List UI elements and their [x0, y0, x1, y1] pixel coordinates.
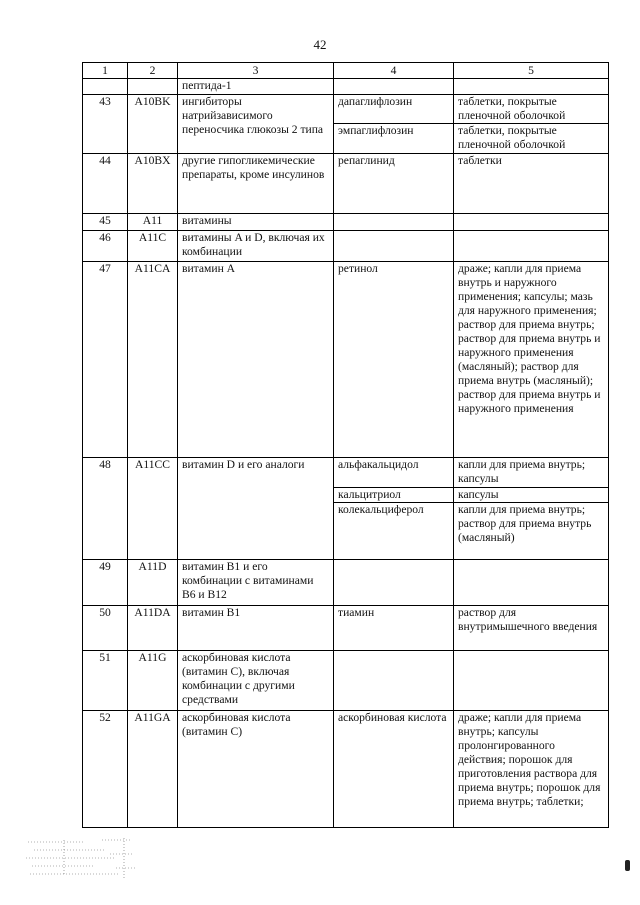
table-row [83, 560, 609, 606]
column-header: 5 [454, 63, 609, 79]
drug-name: аскорбиновая кислота [334, 711, 454, 828]
dosage-form: капсулы [454, 488, 609, 503]
table-row [83, 154, 609, 214]
drug-name: альфакальцидол [334, 458, 454, 488]
drug-name [334, 651, 454, 711]
dosage-form: раствор для внутримышечного введения [454, 606, 609, 651]
column-header: 2 [128, 63, 178, 79]
table-row [83, 711, 609, 828]
atc-code: A11CC [128, 458, 178, 560]
row-number [83, 79, 128, 95]
drug-name: дапаглифлозин [334, 95, 454, 124]
row-number: 52 [83, 711, 128, 828]
atc-code: A11 [128, 214, 178, 231]
row-number: 44 [83, 154, 128, 214]
dosage-form: капли для приема внутрь; раствор для приема внутрь (масляный) [454, 503, 609, 560]
dosage-form: драже; капли для приема внутрь; капсулы пролонгированного действия; порошок для приготовления раствора для приема внутрь; порошок для приема внутрь; таблетки; [454, 711, 609, 828]
margin-mark [625, 860, 630, 871]
dosage-form [454, 231, 609, 262]
row-number: 43 [83, 95, 128, 154]
group-name: витамин B1 [178, 606, 334, 651]
dosage-form [454, 214, 609, 231]
drug-name [334, 560, 454, 606]
table-row [83, 458, 609, 488]
column-header: 1 [83, 63, 128, 79]
dosage-form [454, 79, 609, 95]
atc-code [128, 79, 178, 95]
medicines-table [82, 62, 609, 828]
group-name: витамин A [178, 262, 334, 458]
dosage-form: таблетки [454, 154, 609, 214]
group-name: аскорбиновая кислота (витамин C), включая комбинации с другими средствами [178, 651, 334, 711]
group-name: витамин D и его аналоги [178, 458, 334, 560]
group-name: ингибиторы натрийзависимого переносчика глюкозы 2 типа [178, 95, 334, 154]
dosage-form: таблетки, покрытые пленочной оболочкой [454, 124, 609, 154]
table-row [83, 262, 609, 458]
atc-code: A10BK [128, 95, 178, 154]
dosage-form: капли для приема внутрь; капсулы [454, 458, 609, 488]
column-header: 3 [178, 63, 334, 79]
group-name: витамины A и D, включая их комбинации [178, 231, 334, 262]
table-row [83, 214, 609, 231]
drug-name [334, 231, 454, 262]
group-name: другие гипогликемические препараты, кроме инсулинов [178, 154, 334, 214]
group-name: аскорбиновая кислота (витамин C) [178, 711, 334, 828]
atc-code: A11GA [128, 711, 178, 828]
dosage-form: драже; капли для приема внутрь и наружного применения; капсулы; мазь для наружного применения; раствор для приема внутрь; раствор для приема внутрь и наружного применения (масляный); раствор для приема внутрь (масляный); раствор для приема внутрь и наружного применения [454, 262, 609, 458]
group-name: витамины [178, 214, 334, 231]
table-row [83, 79, 609, 95]
group-name: витамин B1 и его комбинации с витаминами B6 и B12 [178, 560, 334, 606]
drug-name: репаглинид [334, 154, 454, 214]
atc-code: A11DA [128, 606, 178, 651]
drug-name [334, 79, 454, 95]
row-number: 46 [83, 231, 128, 262]
dosage-form: таблетки, покрытые пленочной оболочкой [454, 95, 609, 124]
atc-code: A10BX [128, 154, 178, 214]
dosage-form [454, 651, 609, 711]
table-row [83, 651, 609, 711]
table-row [83, 95, 609, 124]
row-number: 49 [83, 560, 128, 606]
drug-name: тиамин [334, 606, 454, 651]
table-header-row [83, 63, 609, 79]
table-row [83, 606, 609, 651]
atc-code: A11G [128, 651, 178, 711]
atc-code: A11D [128, 560, 178, 606]
drug-name: кальцитриол [334, 488, 454, 503]
row-number: 51 [83, 651, 128, 711]
table-row [83, 231, 609, 262]
atc-code: A11C [128, 231, 178, 262]
row-number: 47 [83, 262, 128, 458]
group-name: пептида-1 [178, 79, 334, 95]
column-header: 4 [334, 63, 454, 79]
row-number: 50 [83, 606, 128, 651]
drug-name [334, 214, 454, 231]
page-number: 42 [313, 37, 327, 52]
drug-name: эмпаглифлозин [334, 124, 454, 154]
atc-code: A11CA [128, 262, 178, 458]
row-number: 45 [83, 214, 128, 231]
dosage-form [454, 560, 609, 606]
row-number: 48 [83, 458, 128, 560]
stamp-scribble [24, 836, 136, 880]
drug-name: колекальциферол [334, 503, 454, 560]
drug-name: ретинол [334, 262, 454, 458]
